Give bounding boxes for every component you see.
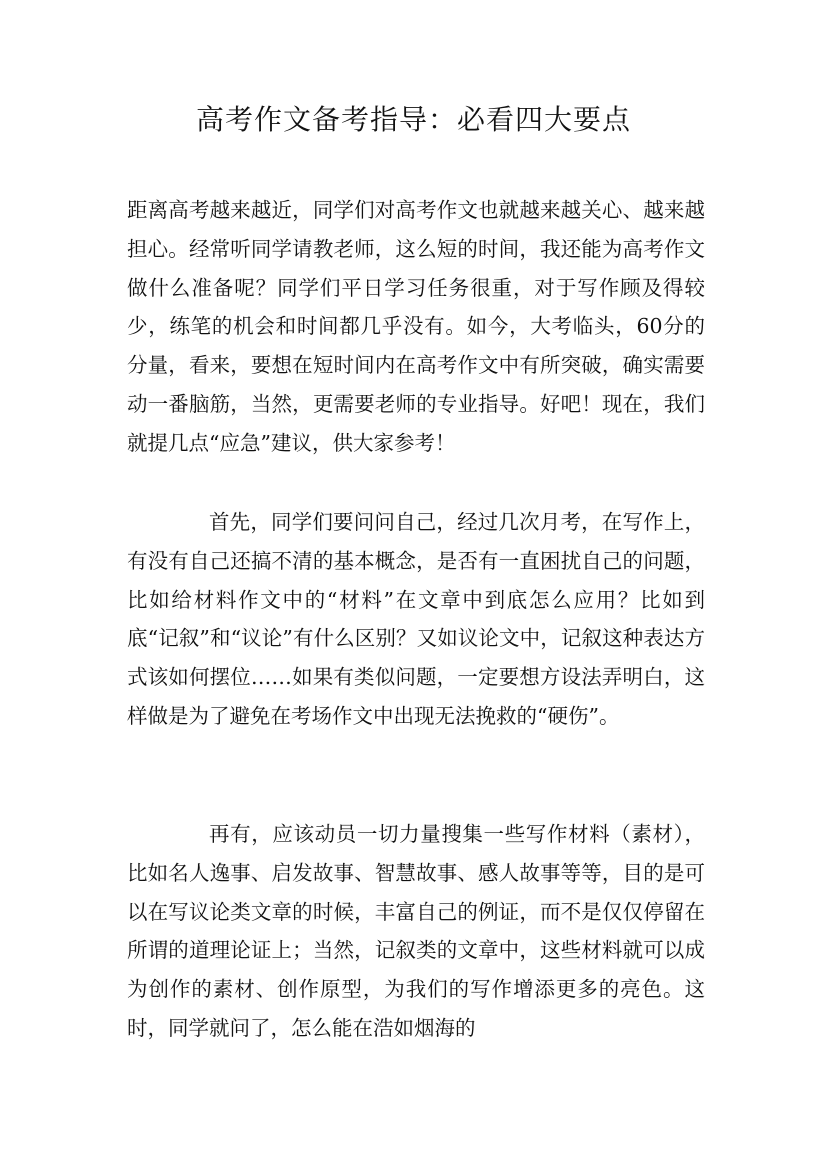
paragraph-first-point: 首先，同学们要问问自己，经过几次月考，在写作上，有没有自己还搞不清的基本概念，是否有一直困扰自己的问题，比如给材料作文中的“材料”在文章中到底怎么应用？比如到底“记叙”和“议论”有什么区别？又如议论文中，记叙这种表达方式该如何摆位……如果有类似问题，一定要想方设法弄明白，这样做是为了避免在考场作文中出现无法挽救的“硬伤”。 (127, 510, 705, 728)
paragraph-intro: 距离高考越来越近，同学们对高考作文也就越来越关心、越来越担心。经常听同学请教老师，这么短的时间，我还能为高考作文做什么准备呢？同学们平日学习任务很重，对于写作顾及得较少，练笔的机会和时间都几乎没有。如今，大考临头，60分的分量，看来，要想在短时间内在高考作文中有所突破，确实需要动一番脑筋，当然，更需要老师的专业指导。好吧！现在，我们就提几点“应急”建议，供大家参考！ (127, 198, 705, 455)
paragraph-second-point: 再有，应该动员一切力量搜集一些写作材料（素材），比如名人逸事、启发故事、智慧故事、感人故事等等，目的是可以在写议论类文章的时候，丰富自己的例证，而不是仅仅停留在所谓的道理论证上；当然，记叙类的文章中，这些材料就可以成为创作的素材、创作原型，为我们的写作增添更多的亮色。这时，同学就问了，怎么能在浩如烟海的 (127, 822, 705, 1040)
document-title: 高考作文备考指导：必看四大要点 (195, 103, 631, 136)
